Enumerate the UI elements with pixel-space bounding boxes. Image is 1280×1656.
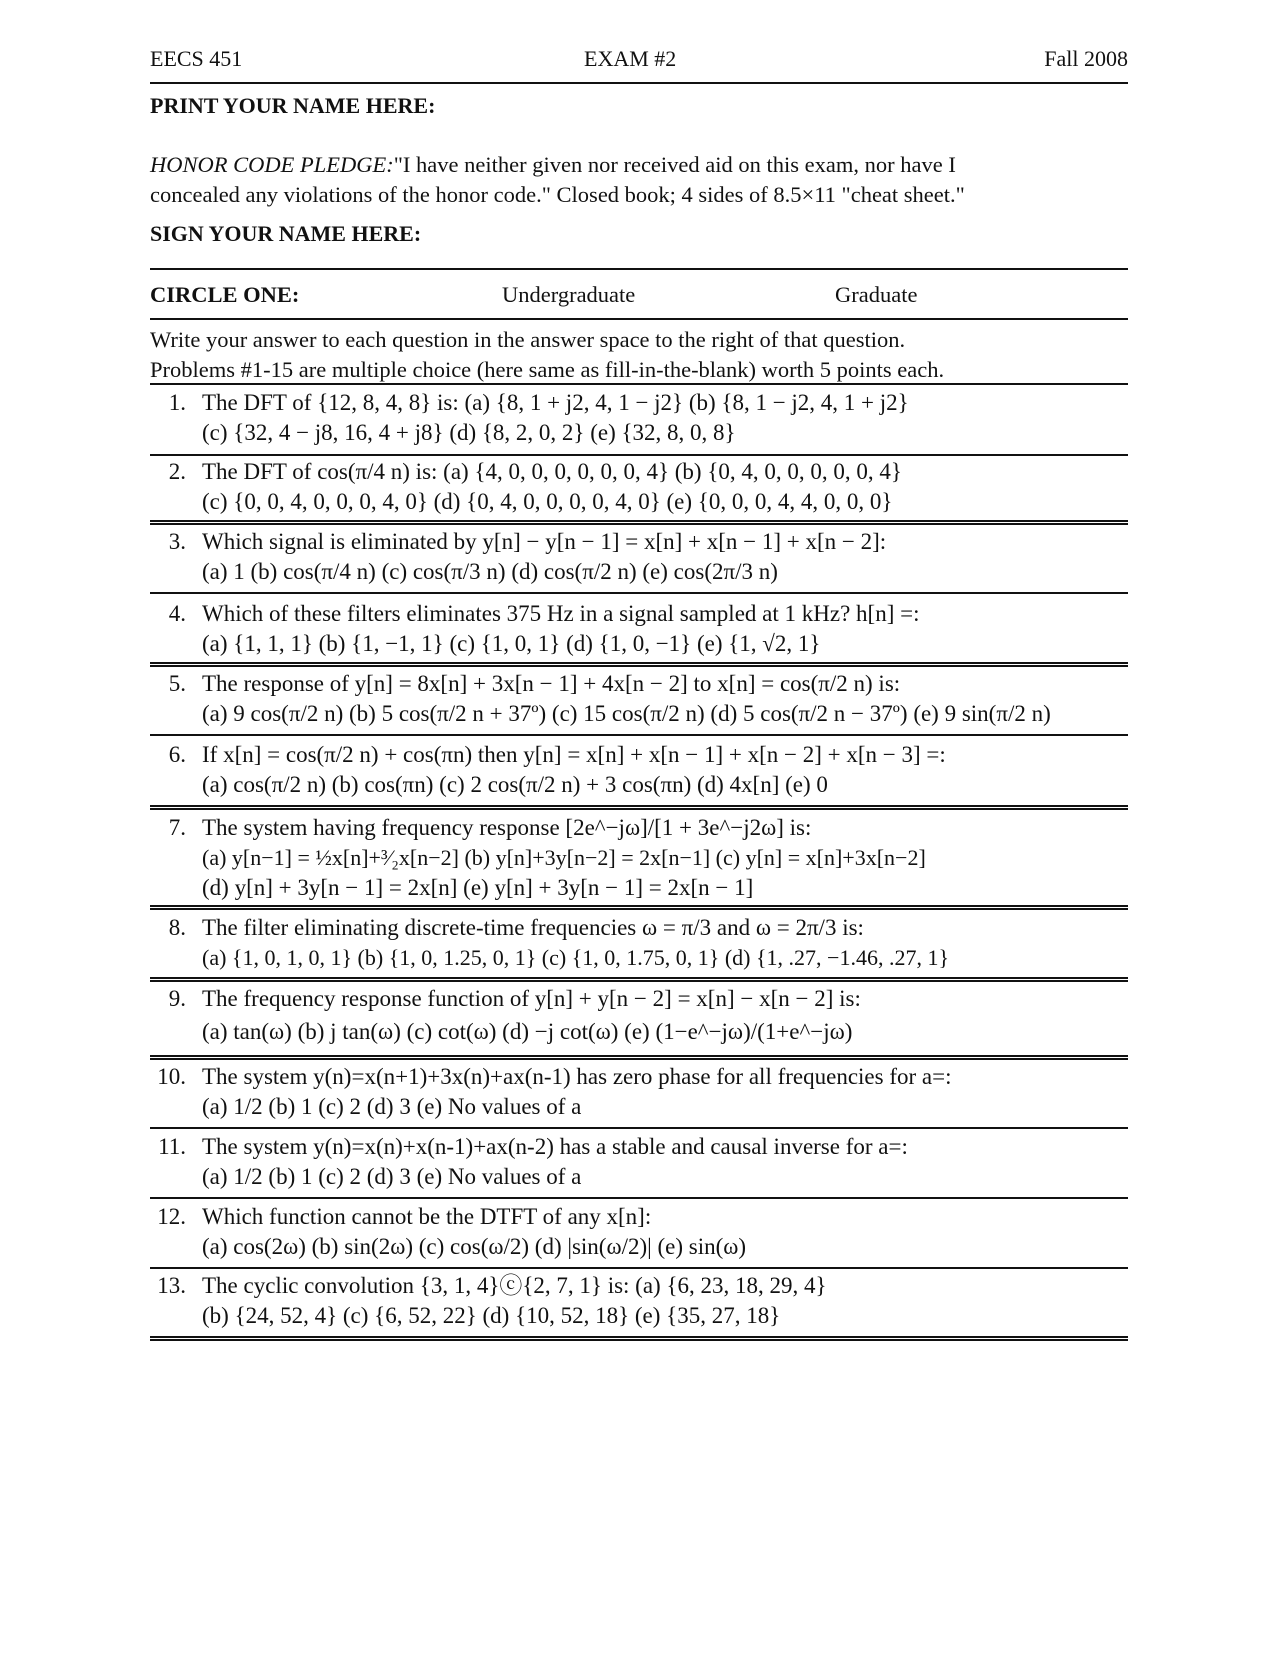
question-divider xyxy=(150,454,1128,456)
question-number: 10. xyxy=(157,1064,186,1089)
circle-top-rule xyxy=(150,268,1128,270)
question-text: The system y(n)=x(n+1)+3x(n)+ax(n-1) has zero phase for all frequencies for a=: xyxy=(202,1064,952,1089)
question-divider xyxy=(150,520,1128,525)
question-choices: (c) {32, 4 − j8, 16, 4 + j8} (d) {8, 2, 0, 2} (e) {32, 8, 0, 8} xyxy=(202,420,736,445)
question-text: If x[n] = cos(π/2 n) + cos(πn) then y[n] = x[n] + x[n − 1] + x[n − 2] + x[n − 3] =: xyxy=(202,742,946,767)
question-number: 9. xyxy=(168,986,186,1011)
question-number: 1. xyxy=(168,390,186,415)
question-text: The filter eliminating discrete-time frequencies ω = π/3 and ω = 2π/3 is: xyxy=(202,915,864,940)
question-divider xyxy=(150,1055,1128,1060)
question-text: Which of these filters eliminates 375 Hz in a signal sampled at 1 kHz? h[n] =: xyxy=(202,601,920,626)
honor-pledge xyxy=(150,150,1128,210)
question-choices: (b) {24, 52, 4} (c) {6, 52, 22} (d) {10, 52, 18} (e) {35, 27, 18} xyxy=(202,1303,781,1328)
question-divider xyxy=(150,905,1128,910)
honor-label: HONOR CODE PLEDGE: xyxy=(150,152,394,177)
question-divider xyxy=(150,592,1128,594)
question-choices: (a) 9 cos(π/2 n) (b) 5 cos(π/2 n + 37º) (c) 15 cos(π/2 n) (d) 5 cos(π/2 n − 37º) (e) 9 sin(π/2 n) xyxy=(202,701,1051,726)
term: Fall 2008 xyxy=(1044,46,1128,71)
option-undergraduate[interactable]: Undergraduate xyxy=(502,282,636,307)
question-text: The response of y[n] = 8x[n] + 3x[n − 1] + 4x[n − 2] to x[n] = cos(π/2 n) is: xyxy=(202,671,901,696)
question-divider xyxy=(150,977,1128,982)
sign-name-label: SIGN YOUR NAME HERE: xyxy=(150,221,422,246)
question-choices: (a) cos(π/2 n) (b) cos(πn) (c) 2 cos(π/2 n) + 3 cos(πn) (d) 4x[n] (e) 0 xyxy=(202,772,828,797)
question-choices: (a) tan(ω) (b) j tan(ω) (c) cot(ω) (d) −j cot(ω) (e) (1−e^−jω)/(1+e^−jω) xyxy=(202,1019,853,1044)
question-text: Which function cannot be the DTFT of any x[n]: xyxy=(202,1204,652,1229)
question-divider xyxy=(150,662,1128,667)
question-choices: (a) 1/2 (b) 1 (c) 2 (d) 3 (e) No values of a xyxy=(202,1094,582,1119)
question-choices: (a) {1, 0, 1, 0, 1} (b) {1, 0, 1.25, 0, 1} (c) {1, 0, 1.75, 0, 1} (d) {1, .27, −1.46, .27, 1} xyxy=(202,945,950,970)
question-text: The cyclic convolution {3, 1, 4}ⓒ{2, 7, 1} is: (a) {6, 23, 18, 29, 4} xyxy=(202,1273,827,1298)
exam-title: EXAM #2 xyxy=(584,46,677,71)
circle-bottom-rule xyxy=(150,318,1128,320)
question-number: 12. xyxy=(157,1204,186,1229)
question-divider xyxy=(150,1127,1128,1129)
question-number: 4. xyxy=(168,601,186,626)
question-choices: (c) {0, 0, 4, 0, 0, 0, 4, 0} (d) {0, 4, 0, 0, 0, 0, 4, 0} (e) {0, 0, 0, 4, 4, 0, 0, 0} xyxy=(202,489,893,514)
print-name-label: PRINT YOUR NAME HERE: xyxy=(150,93,436,118)
question-divider xyxy=(150,734,1128,736)
course-code: EECS 451 xyxy=(150,46,243,71)
honor-line1: "I have neither given nor received aid on this exam, nor have I xyxy=(393,152,956,177)
question-choices-cont: (d) y[n] + 3y[n − 1] = 2x[n] (e) y[n] + 3y[n − 1] = 2x[n − 1] xyxy=(202,875,754,900)
header-rule xyxy=(150,82,1128,84)
question-number: 3. xyxy=(168,529,186,554)
question-divider xyxy=(150,1336,1128,1341)
question-divider xyxy=(150,1197,1128,1199)
question-choices: (a) 1/2 (b) 1 (c) 2 (d) 3 (e) No values of a xyxy=(202,1164,582,1189)
question-number: 7. xyxy=(168,815,186,840)
question-text: The system having frequency response [2e^−jω]/[1 + 3e^−j2ω] is: xyxy=(202,815,812,840)
question-number: 11. xyxy=(158,1134,186,1159)
question-choices: (a) cos(2ω) (b) sin(2ω) (c) cos(ω/2) (d) |sin(ω/2)| (e) sin(ω) xyxy=(202,1234,747,1259)
option-graduate[interactable]: Graduate xyxy=(835,282,918,307)
instructions-line1: Write your answer to each question in the answer space to the right of that question. xyxy=(150,327,906,352)
question-number: 8. xyxy=(168,915,186,940)
question-text: The frequency response function of y[n] + y[n − 2] = x[n] − x[n − 2] is: xyxy=(202,986,861,1011)
question-text: Which signal is eliminated by y[n] − y[n − 1] = x[n] + x[n − 1] + x[n − 2]: xyxy=(202,529,887,554)
question-number: 13. xyxy=(157,1273,186,1298)
honor-line2: concealed any violations of the honor code." Closed book; 4 sides of 8.5×11 "cheat sheet." xyxy=(150,182,965,207)
question-divider xyxy=(150,805,1128,810)
instructions-line2: Problems #1-15 are multiple choice (here same as fill-in-the-blank) worth 5 points each. xyxy=(150,357,945,382)
page-header xyxy=(150,46,1128,80)
question-text: The DFT of {12, 8, 4, 8} is: (a) {8, 1 + j2, 4, 1 − j2} (b) {8, 1 − j2, 4, 1 + j2} xyxy=(202,390,909,415)
question-divider xyxy=(150,1267,1128,1269)
question-number: 5. xyxy=(168,671,186,696)
circle-one-label: CIRCLE ONE: xyxy=(150,282,300,307)
question-number: 2. xyxy=(168,459,186,484)
question-text: The system y(n)=x(n)+x(n-1)+ax(n-2) has a stable and causal inverse for a=: xyxy=(202,1134,908,1159)
question-choices: (a) {1, 1, 1} (b) {1, −1, 1} (c) {1, 0, 1} (d) {1, 0, −1} (e) {1, √2, 1} xyxy=(202,631,821,656)
question-text: The DFT of cos(π/4 n) is: (a) {4, 0, 0, 0, 0, 0, 0, 4} (b) {0, 4, 0, 0, 0, 0, 0, 4} xyxy=(202,459,902,484)
instructions-rule xyxy=(150,383,1128,385)
question-choices: (a) 1 (b) cos(π/4 n) (c) cos(π/3 n) (d) cos(π/2 n) (e) cos(2π/3 n) xyxy=(202,559,778,584)
question-number: 6. xyxy=(168,742,186,767)
question-choices: (a) y[n−1] = ½x[n]+³⁄₂x[n−2] (b) y[n]+3y[n−2] = 2x[n−1] (c) y[n] = x[n]+3x[n−2] xyxy=(202,845,926,870)
instructions xyxy=(150,325,1128,385)
